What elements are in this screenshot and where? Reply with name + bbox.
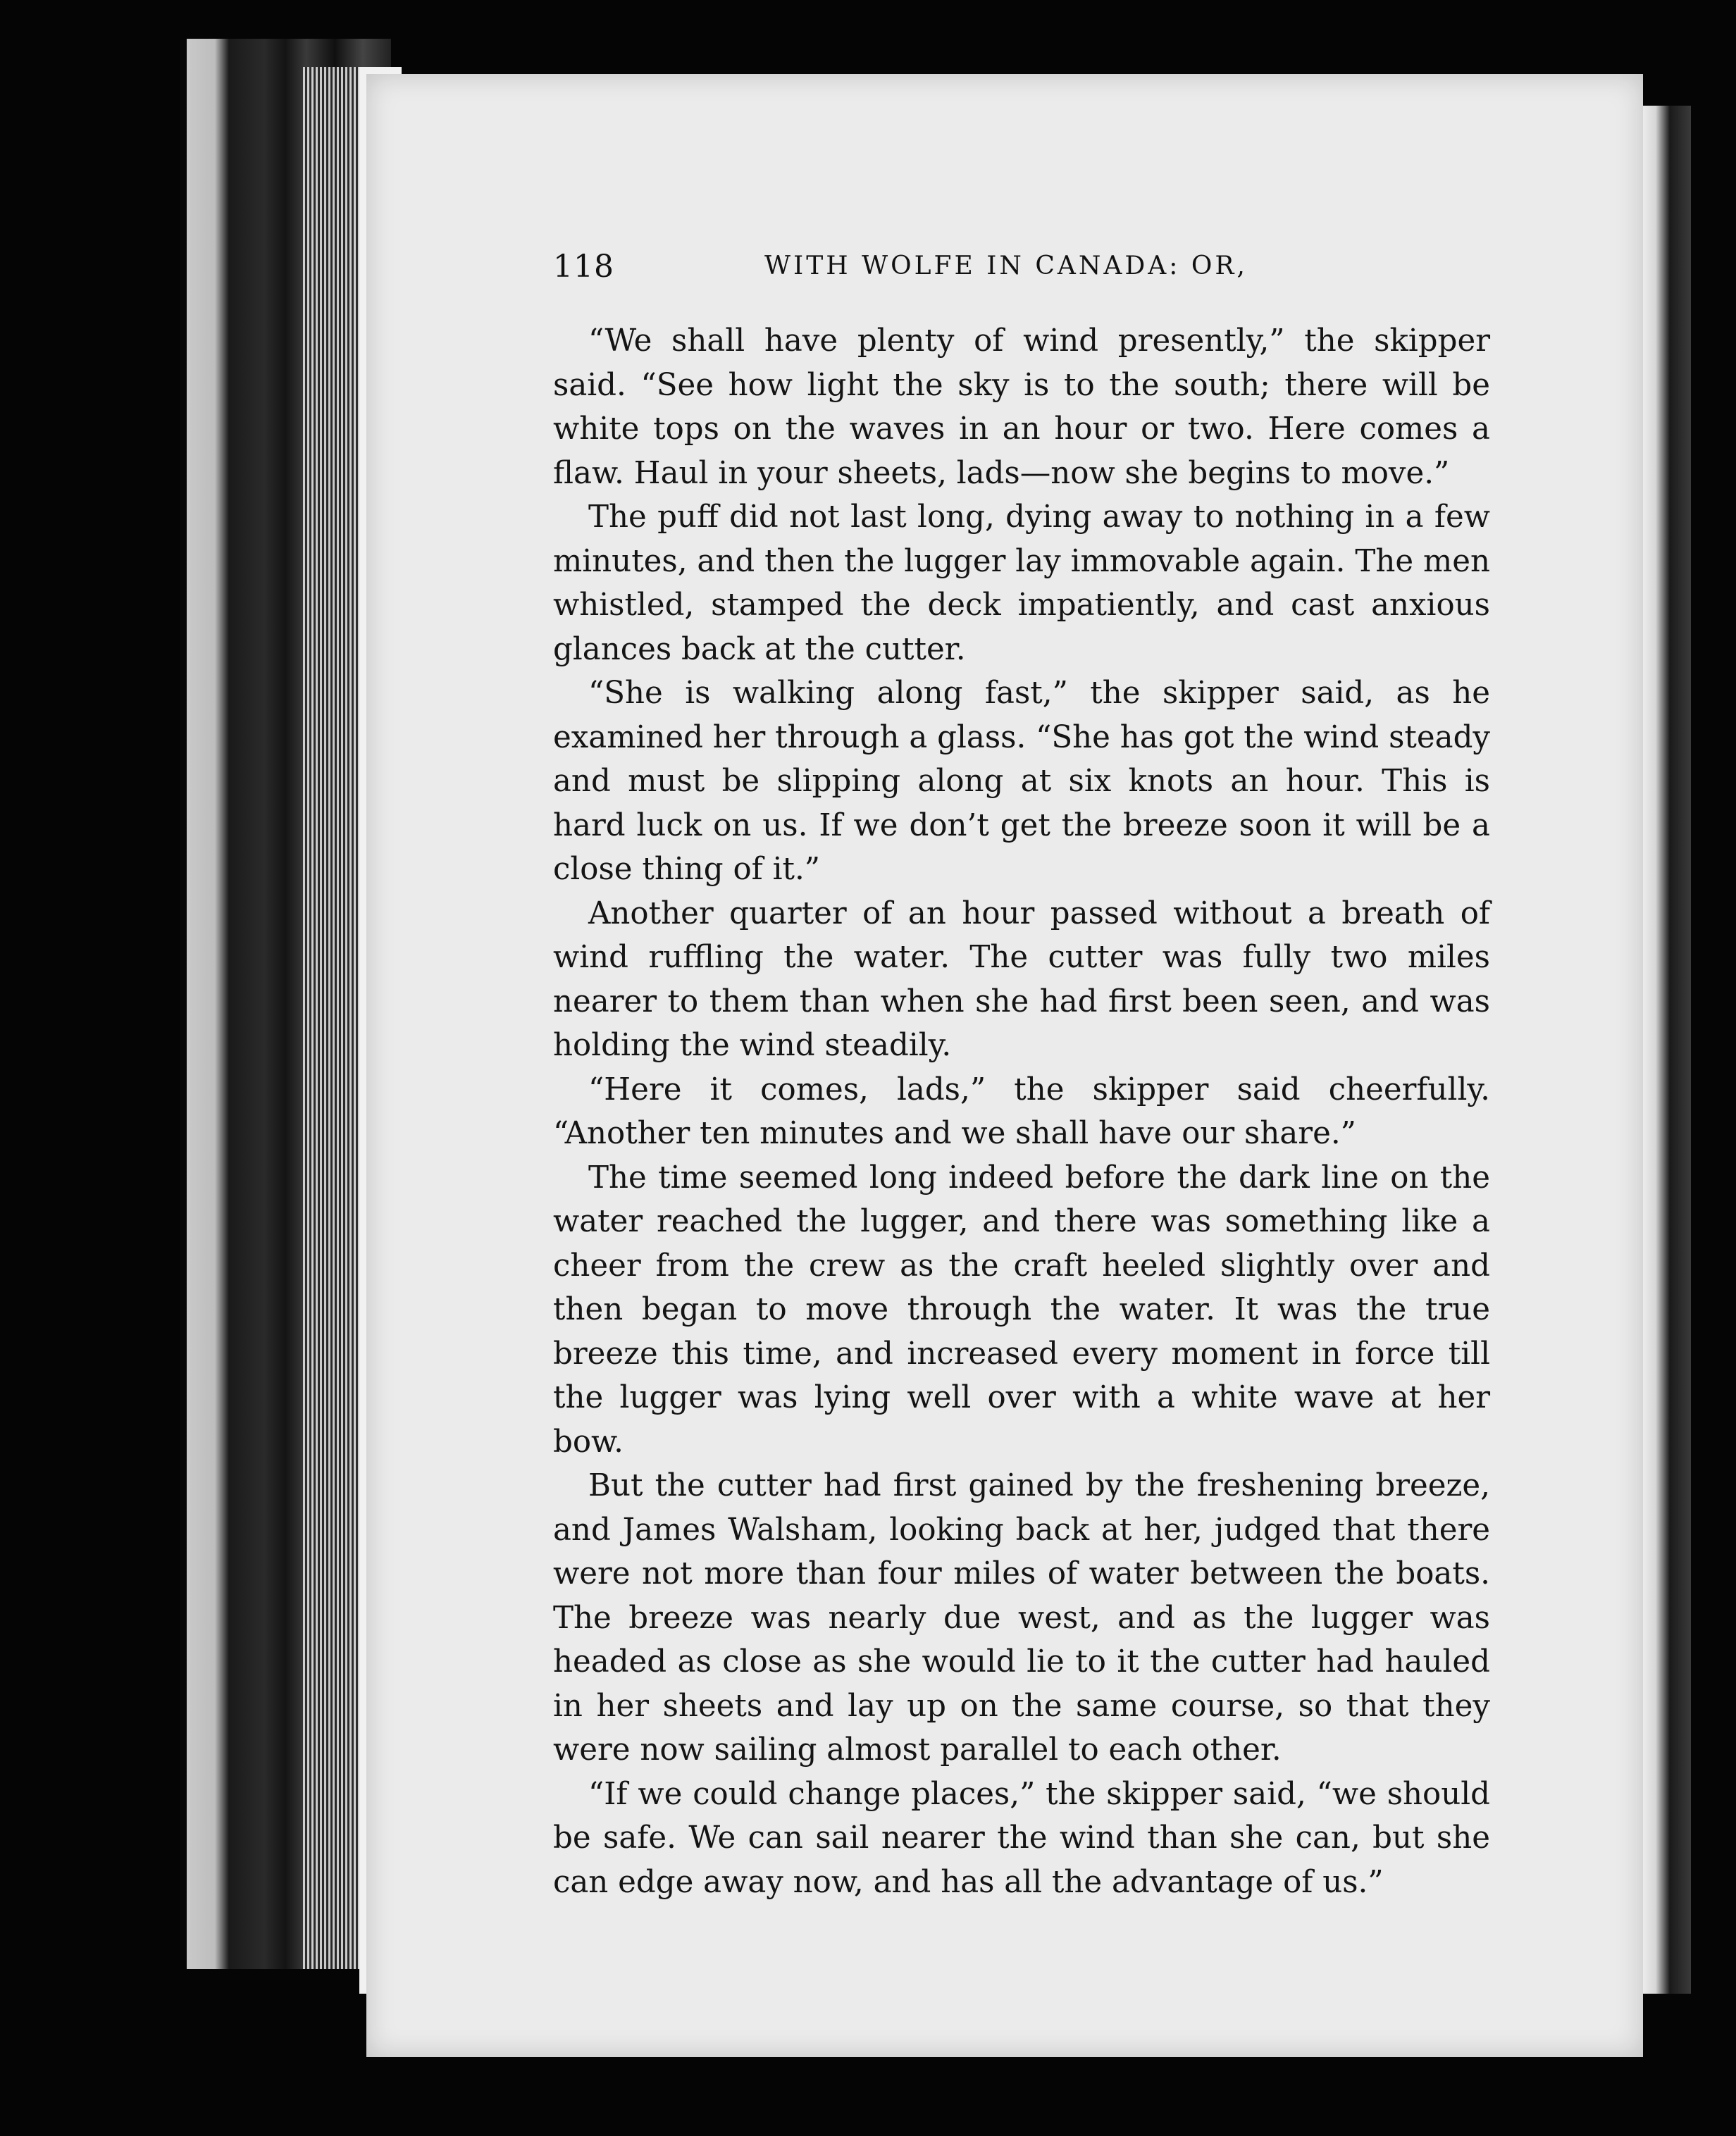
page-number: 118 — [553, 249, 614, 285]
body-text — [553, 319, 1490, 1904]
book-page — [366, 74, 1643, 2057]
paragraph: “If we could change places,” the skipper said, “we should be safe. We can sail nearer the wind than she can, but she can edge away now, and has all the advantage of us.” — [553, 1776, 1490, 1900]
paragraph: The puff did not last long, dying away to nothing in a few minutes, and then the lugger lay immovable again. The men whistled, stamped the deck impatiently, and cast anxious glances back at the cutter. — [553, 499, 1490, 667]
running-head: WITH WOLFE IN CANADA: OR, — [764, 252, 1248, 280]
paragraph: The time seemed long indeed before the dark line on the water reached the lugger, and there was something like a cheer from the crew as the craft heeled slightly over and then began to move through the water. It was the true breeze this time, and increased every moment in force till the lugger was lying well over with a white wave at her bow. — [553, 1160, 1490, 1460]
paragraph: “She is walking along fast,” the skipper said, as he examined her through a glass. “She has got the wind steady and must be slipping along at six knots an hour. This is hard luck on us. If we don’t get the breeze soon it will be a close thing of it.” — [553, 676, 1490, 887]
right-page-edge — [1642, 106, 1691, 1994]
paragraph: “We shall have plenty of wind presently,” the skipper said. “See how light the sky is to the south; there will be white tops on the waves in an hour or two. Here comes a flaw. Haul in your sheets, lads—now she begins to move.” — [553, 323, 1490, 491]
paragraph: Another quarter of an hour passed without a breath of wind ruffling the water. The cutter was fully two miles nearer to them than when she had first been seen, and was holding the wind steadily. — [553, 895, 1490, 1063]
page-header — [553, 249, 1582, 298]
paragraph: “Here it comes, lads,” the skipper said cheerfully. “Another ten minutes and we shall have our share.” — [553, 1072, 1490, 1151]
paragraph: But the cutter had first gained by the freshening breeze, and James Walsham, looking back at her, judged that there were not more than four miles of water between the boats. The breeze was nearly due west, and as the lugger was headed as close as she would lie to it the cutter had hauled in her sheets and lay up on the same course, so that they were now sailing almost parallel to each other. — [553, 1468, 1490, 1768]
